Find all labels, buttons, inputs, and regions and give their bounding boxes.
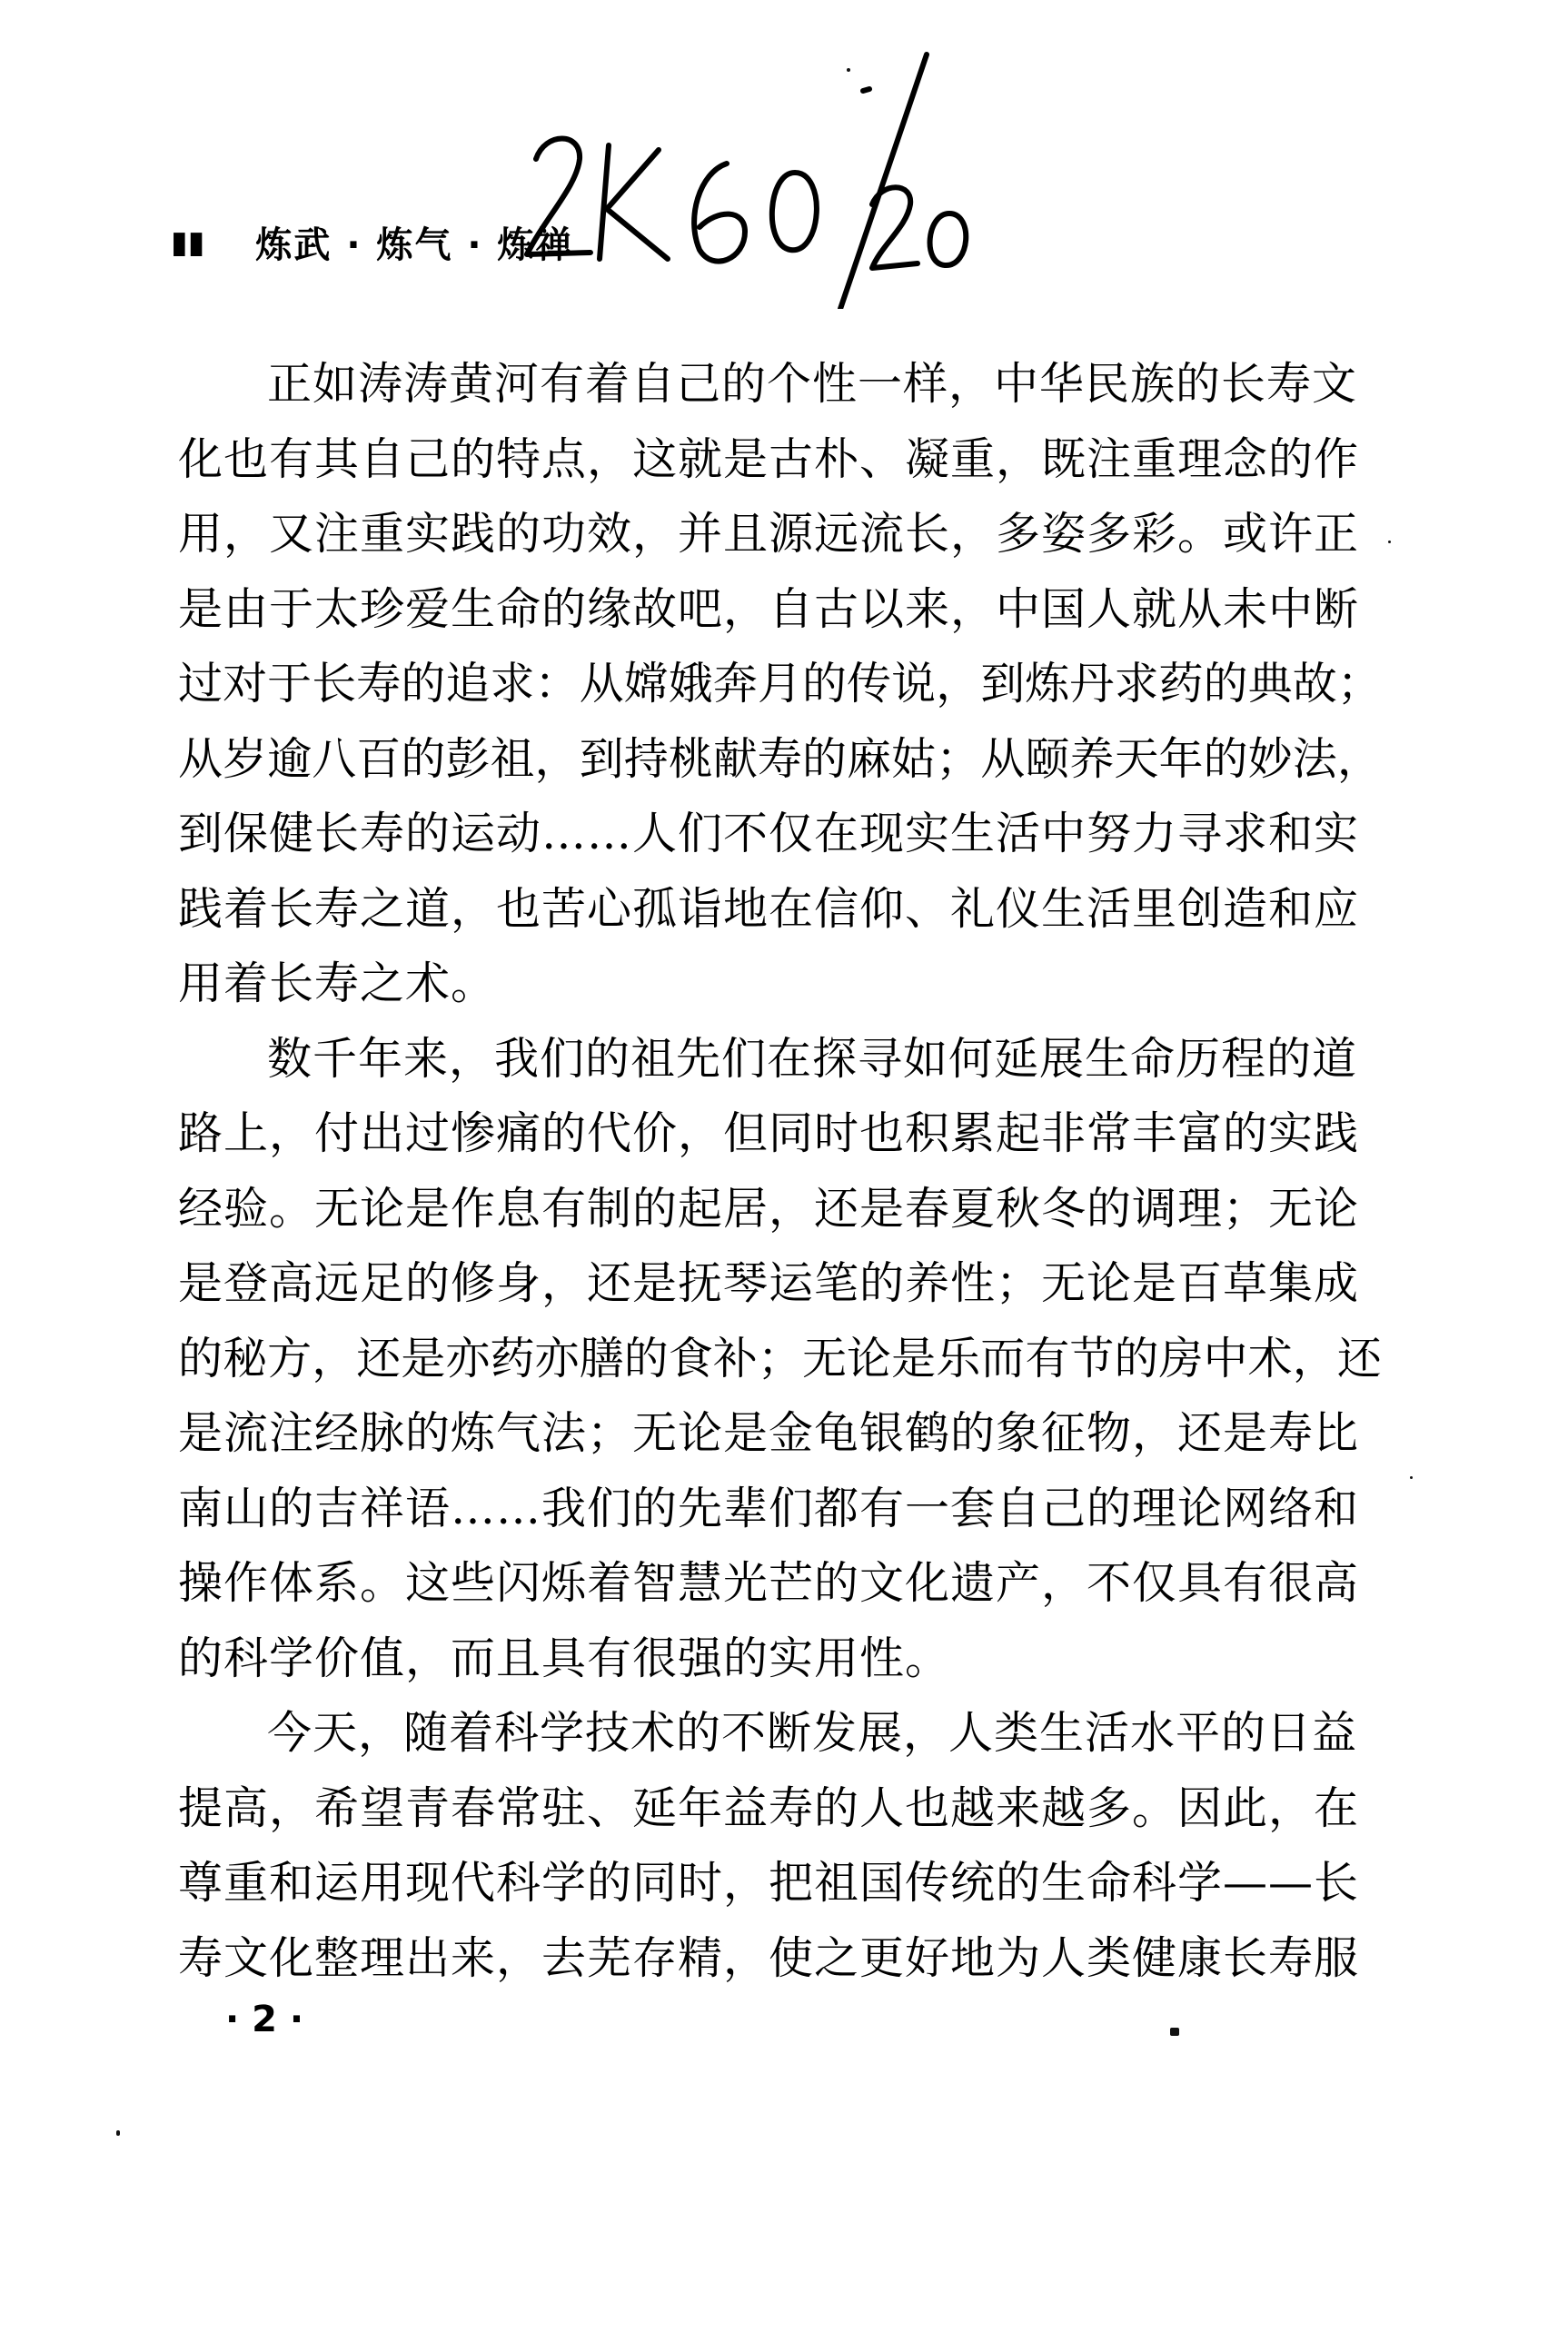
handwritten-annotation	[472, 36, 981, 309]
scan-speck	[1170, 2028, 1179, 2036]
scan-speck	[1410, 1476, 1413, 1479]
text-line: 经验。无论是作息有制的起居，还是春夏秋冬的调理；无论	[178, 1182, 1360, 1235]
text-line: 化也有其自己的特点，这就是古朴、凝重，既注重理念的作	[178, 432, 1360, 485]
text-line: 路上，付出过惨痛的代价，但同时也积累起非常丰富的实践	[178, 1107, 1360, 1159]
text-line: 南山的吉祥语……我们的先辈们都有一套自己的理论网络和	[178, 1482, 1360, 1534]
text-line: 尊重和运用现代科学的同时，把祖国传统的生命科学——长	[178, 1857, 1360, 1909]
text-line: 用着长寿之术。	[178, 958, 497, 1009]
text-line: 是由于太珍爱生命的缘故吧，自古以来，中国人就从未中断	[178, 582, 1360, 635]
scan-speck	[1388, 541, 1391, 543]
text-line: 过对于长寿的追求：从嫦娥奔月的传说，到炼丹求药的典故；	[178, 658, 1382, 710]
text-line: 是登高远足的修身，还是抚琴运笔的养性；无论是百草集成	[178, 1257, 1360, 1309]
text-line: 从岁逾八百的彭祖，到持桃献寿的麻姑；从颐养天年的妙法，	[178, 732, 1382, 785]
text-line: 的秘方，还是亦药亦膳的食补；无论是乐而有节的房中术，还	[178, 1332, 1382, 1384]
text-line: 正如涛涛黄河有着自己的个性一样，中华民族的长寿文	[267, 358, 1358, 410]
running-head-mark: ▮▮	[171, 223, 205, 261]
scan-speck	[847, 68, 850, 72]
text-line: 到保健长寿的运动……人们不仅在现实生活中努力寻求和实	[178, 808, 1360, 859]
body-text	[178, 347, 1382, 1996]
text-line: 今天，随着科学技术的不断发展，人类生活水平的日益	[267, 1707, 1358, 1759]
text-line: 用，又注重实践的功效，并且源远流长，多姿多彩。或许正	[178, 508, 1360, 560]
text-line: 是流注经脉的炼气法；无论是金龟银鹤的象征物，还是寿比	[178, 1407, 1360, 1459]
scan-speck	[116, 2130, 120, 2136]
text-line: 践着长寿之道，也苦心孤诣地在信仰、礼仪生活里创造和应	[178, 882, 1360, 935]
running-head-title: 炼武 · 炼气 · 炼禅	[255, 224, 574, 266]
page-number: · 2 ·	[225, 1999, 304, 2040]
text-line: 操作体系。这些闪烁着智慧光芒的文化遗产，不仅具有很高	[178, 1557, 1360, 1609]
text-line: 寿文化整理出来，去芜存精，使之更好地为人类健康长寿服	[178, 1931, 1360, 1984]
text-line: 数千年来，我们的祖先们在探寻如何延展生命历程的道	[267, 1032, 1358, 1085]
handwritten-annotation-drawing	[472, 36, 981, 309]
running-head	[171, 216, 574, 268]
text-line: 提高，希望青春常驻、延年益寿的人也越来越多。因此，在	[178, 1781, 1360, 1834]
text-line: 的科学价值，而且具有很强的实用性。	[178, 1632, 951, 1684]
